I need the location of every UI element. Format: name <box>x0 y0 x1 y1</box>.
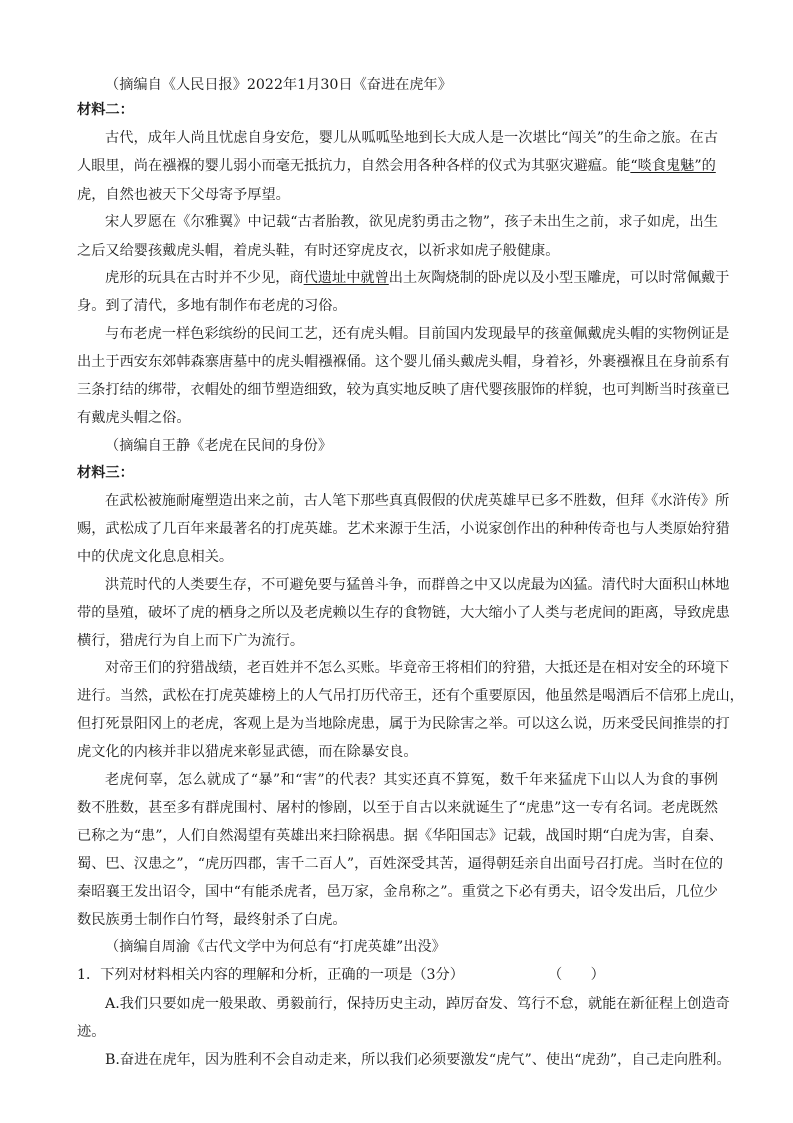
m3-p2-line3: 横行，猎虎行为自上而下广为流行。 <box>77 633 305 649</box>
option-b: B.奋进在虎年，因为胜利不会自动走来，所以我们必须要激发“虎气”、使出“虎劲”，自己走向胜利。 <box>105 1052 731 1068</box>
source-citation-2: （摘编自王静《老虎在民间的身份》 <box>105 438 333 454</box>
m3-p4-line1: 老虎何辜，怎么就成了“暴”和“害”的代表？其实还真不算冤，数千年来猛虎下山以人为食的事例 <box>105 772 718 788</box>
m3-p3-line3: 但打死景阳冈上的老虎，客观上是为当地除虎患，属于为民除害之举。可以这么说，历来受民间推崇的打 <box>77 716 730 732</box>
material-2-heading: 材料二： <box>77 102 134 118</box>
question-1-stem: 1．下列对材料相关内容的理解和分析，正确的一项是（3分） <box>77 967 464 983</box>
option-a-line2: 迹。 <box>77 1024 106 1040</box>
underlined-phrase-2: 代遗址中就曾 <box>303 270 389 286</box>
m3-p1-line2: 赐，武松成了几百年来最著名的打虎英雄。艺术来源于生活，小说家创作出的种种传奇也与人类原始狩猎 <box>77 521 730 537</box>
m2-p3-line1-post: 出土灰陶烧制的卧虎以及小型玉雕虎，可以时常佩戴于 <box>388 270 730 286</box>
m2-p1-line2-text: 人眼里，尚在襁褓的婴儿弱小而毫无抵抗力，自然会用各种各样的仪式为其驱灾避瘟。能 <box>77 158 631 174</box>
m3-p3-line2: 进行。当然，武松在打虎英雄榜上的人气吊打历代帝王，还有个重要原因，他虽然是喝酒后不信邪上虎山， <box>77 688 744 704</box>
underlined-phrase: “啖食鬼魅”的 <box>630 158 716 174</box>
m2-p4-line3: 三条打结的绑带，衣帽处的细节塑造细致，较为真实地反映了唐代婴孩服饰的样貌，也可判断当时孩童已 <box>77 382 730 398</box>
m3-p2-line2: 带的垦殖，破坏了虎的栖身之所以及老虎赖以生存的食物链，大大缩小了人类与老虎间的距离，导致虎患 <box>77 605 730 621</box>
answer-parenthesis: （ ） <box>548 967 605 983</box>
m2-p4-line1: 与布老虎一样色彩缤纷的民间工艺，还有虎头帽。目前国内发现最早的孩童佩戴虎头帽的实物例证是 <box>105 326 730 342</box>
material-3-heading: 材料三： <box>77 465 134 481</box>
m2-p4-line2: 出土于西安东郊韩森寨唐墓中的虎头帽襁褓俑。这个婴儿俑头戴虎头帽，身着衫，外裹襁褓且在身前系有 <box>77 354 730 370</box>
m3-p4-line6: 数民族勇士制作白竹弩，最终射杀了白虎。 <box>77 912 347 928</box>
m2-p3-line1-pre: 虎形的玩具在古时并不少见，商 <box>105 270 304 286</box>
m2-p1-line3: 虎，自然也被天下父母寄予厚望。 <box>77 187 290 203</box>
option-a-line1: A.我们只要如虎一般果敢、勇毅前行，保持历史主动，踔厉奋发、笃行不怠，就能在新征程上创造奇 <box>105 996 730 1012</box>
m2-p3-line1 <box>105 269 730 287</box>
m2-p3-line2: 身。到了清代，多地有制作布老虎的习俗。 <box>77 298 347 314</box>
m3-p4-line2: 数不胜数，甚至多有群虎围村、屠村的惨剧，以至于自古以来就诞生了“虎患”这一专有名词。老虎既然 <box>77 800 718 816</box>
source-citation-3: （摘编自周渝《古代文学中为何总有“打虎英雄”出没》 <box>105 939 446 955</box>
m3-p1-line3: 中的伏虎文化息息相关。 <box>77 549 234 565</box>
m2-p1-line1: 古代，成年人尚且忧虑自身安危，婴儿从呱呱坠地到长大成人是一次堪比“闯关”的生命之旅。在古 <box>105 130 718 146</box>
source-citation-1: （摘编自《人民日报》2022年1月30日《奋进在虎年》 <box>105 77 452 93</box>
m3-p1-line1: 在武松被施耐庵塑造出来之前，古人笔下那些真真假假的伏虎英雄早已多不胜数，但拜《水浒传》所 <box>105 493 730 509</box>
m3-p4-line5: 秦昭襄王发出诏令，国中“有能杀虎者，邑万家，金帛称之”。重赏之下必有勇夫，诏令发出后，几位少 <box>77 884 718 900</box>
m2-p2-line2: 之后又给婴孩戴虎头帽，着虎头鞋，有时还穿虎皮衣，以祈求如虎子般健康。 <box>77 243 560 259</box>
m3-p4-line4: 蜀、巴、汉患之”，“虎历四郡，害千二百人”，百姓深受其苦，逼得朝廷亲自出面号召打虎。当时在位的 <box>77 856 724 872</box>
m3-p3-line1: 对帝王们的狩猎战绩，老百姓并不怎么买账。毕竟帝王将相们的狩猎，大抵还是在相对安全的环境下 <box>105 660 730 676</box>
m2-p4-line4: 有戴虎头帽之俗。 <box>77 410 191 426</box>
m3-p2-line1: 洪荒时代的人类要生存，不可避免要与猛兽斗争，而群兽之中又以虎最为凶猛。清代时大面积山林地 <box>105 577 730 593</box>
m2-p1-line2 <box>77 157 718 175</box>
m3-p4-line3: 已称之为“患”，人们自然渴望有英雄出来扫除祸患。据《华阳国志》记载，战国时期“白虎为害，自秦、 <box>77 828 724 844</box>
m2-p2-line1: 宋人罗愿在《尔雅翼》中记载“古者胎教，欲见虎豹勇击之物”，孩子未出生之前，求子如虎，出生 <box>105 214 718 230</box>
m3-p3-line4: 虎文化的内核并非以猎虎来彰显武德，而在除暴安良。 <box>77 744 418 760</box>
